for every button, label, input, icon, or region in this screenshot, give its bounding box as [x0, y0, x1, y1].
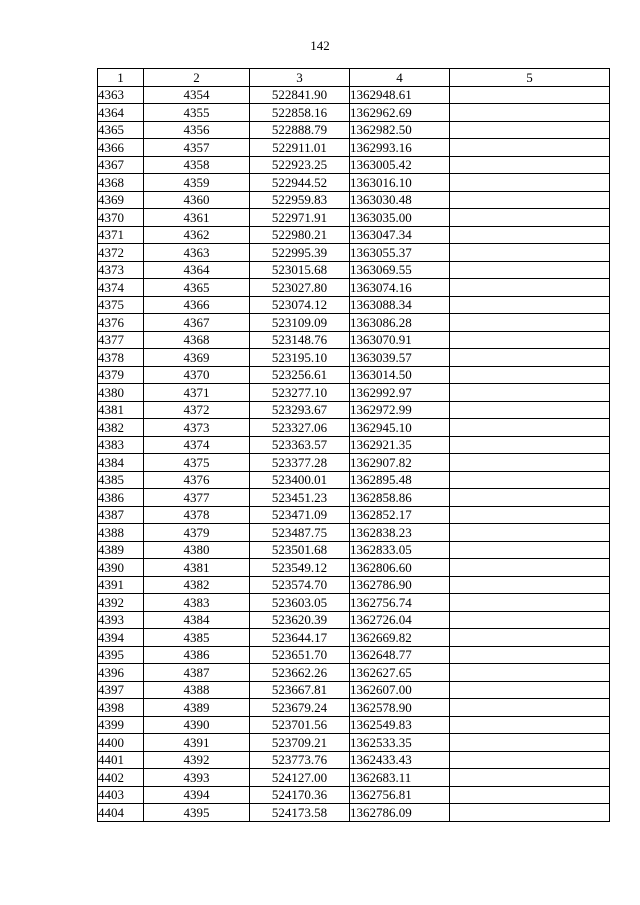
- table-cell: 4381: [98, 401, 144, 419]
- table-row: [98, 611, 610, 629]
- table-cell: 522995.39: [250, 244, 350, 262]
- table-cell: 4388: [144, 681, 250, 699]
- table-cell: 1362786.90: [350, 576, 450, 594]
- table-cell: 522841.90: [250, 86, 350, 104]
- table-row: [98, 804, 610, 822]
- table-cell: 523293.67: [250, 401, 350, 419]
- table-cell: 523773.76: [250, 751, 350, 769]
- table-row: [98, 244, 610, 262]
- table-cell: 4370: [144, 366, 250, 384]
- table-cell: 4372: [98, 244, 144, 262]
- table-cell: [450, 261, 610, 279]
- table-cell: 4382: [144, 576, 250, 594]
- table-cell: 4388: [98, 524, 144, 542]
- table-cell: 524173.58: [250, 804, 350, 822]
- table-cell: [450, 611, 610, 629]
- table-cell: [450, 121, 610, 139]
- table-cell: 4376: [144, 471, 250, 489]
- table-cell: 523651.70: [250, 646, 350, 664]
- table-cell: 523109.09: [250, 314, 350, 332]
- table-cell: 1362921.35: [350, 436, 450, 454]
- table-cell: 4369: [98, 191, 144, 209]
- table-cell: 4380: [98, 384, 144, 402]
- table-row: [98, 384, 610, 402]
- table-cell: [450, 524, 610, 542]
- table-cell: [450, 436, 610, 454]
- table-cell: 4392: [144, 751, 250, 769]
- table-cell: 4401: [98, 751, 144, 769]
- table-cell: [450, 314, 610, 332]
- table-cell: [450, 244, 610, 262]
- table-cell: 4396: [98, 664, 144, 682]
- table-cell: 4393: [98, 611, 144, 629]
- table-row: [98, 786, 610, 804]
- table-cell: 1363086.28: [350, 314, 450, 332]
- table-cell: 4372: [144, 401, 250, 419]
- table-row: [98, 349, 610, 367]
- table-cell: 4370: [98, 209, 144, 227]
- table-cell: 523701.56: [250, 716, 350, 734]
- table-cell: 523679.24: [250, 699, 350, 717]
- table-cell: 4403: [98, 786, 144, 804]
- table-cell: 1363016.10: [350, 174, 450, 192]
- table-cell: 4383: [144, 594, 250, 612]
- table-cell: 4385: [98, 471, 144, 489]
- table-cell: 1363047.34: [350, 226, 450, 244]
- table-cell: 4357: [144, 139, 250, 157]
- table-cell: 4381: [144, 559, 250, 577]
- table-cell: [450, 401, 610, 419]
- table-cell: 4366: [98, 139, 144, 157]
- table-cell: [450, 366, 610, 384]
- table-cell: 4380: [144, 541, 250, 559]
- table-cell: 4398: [98, 699, 144, 717]
- table-cell: 523400.01: [250, 471, 350, 489]
- table-cell: 523074.12: [250, 296, 350, 314]
- table-cell: 4359: [144, 174, 250, 192]
- table-cell: 1363055.37: [350, 244, 450, 262]
- table-row: [98, 471, 610, 489]
- table-cell: 1362683.11: [350, 769, 450, 787]
- table-cell: 4363: [98, 86, 144, 104]
- table-cell: 522923.25: [250, 156, 350, 174]
- table-cell: 4385: [144, 629, 250, 647]
- table-cell: [450, 349, 610, 367]
- table-cell: 4379: [144, 524, 250, 542]
- table-cell: [450, 576, 610, 594]
- table-cell: 4364: [98, 104, 144, 122]
- table-row: [98, 524, 610, 542]
- column-header: 2: [144, 69, 250, 87]
- table-cell: 523709.21: [250, 734, 350, 752]
- table-cell: [450, 734, 610, 752]
- table-row: [98, 261, 610, 279]
- table-cell: [450, 174, 610, 192]
- table-cell: 4395: [144, 804, 250, 822]
- table-cell: 4373: [144, 419, 250, 437]
- table-row: [98, 366, 610, 384]
- table-cell: [450, 716, 610, 734]
- coordinates-table: [97, 68, 610, 822]
- table-cell: [450, 664, 610, 682]
- table-row: [98, 139, 610, 157]
- table-cell: 1362948.61: [350, 86, 450, 104]
- table-cell: 1362533.35: [350, 734, 450, 752]
- table-cell: 523487.75: [250, 524, 350, 542]
- table-row: [98, 156, 610, 174]
- table-cell: 4387: [144, 664, 250, 682]
- table-cell: 4377: [98, 331, 144, 349]
- table-cell: [450, 541, 610, 559]
- table-cell: [450, 384, 610, 402]
- table-row: [98, 594, 610, 612]
- table-cell: 4354: [144, 86, 250, 104]
- table-cell: 4402: [98, 769, 144, 787]
- table-cell: [450, 699, 610, 717]
- table-row: [98, 209, 610, 227]
- table-cell: 523574.70: [250, 576, 350, 594]
- table-cell: 4358: [144, 156, 250, 174]
- table-cell: [450, 786, 610, 804]
- table-cell: 4364: [144, 261, 250, 279]
- table-cell: 4389: [98, 541, 144, 559]
- table-cell: 4363: [144, 244, 250, 262]
- table-cell: 1362578.90: [350, 699, 450, 717]
- table-row: [98, 751, 610, 769]
- table-cell: [450, 279, 610, 297]
- column-header: 3: [250, 69, 350, 87]
- table-row: [98, 314, 610, 332]
- table-cell: 523363.57: [250, 436, 350, 454]
- table-cell: 4374: [144, 436, 250, 454]
- table-cell: 4356: [144, 121, 250, 139]
- table-row: [98, 734, 610, 752]
- table-cell: 4390: [144, 716, 250, 734]
- table-cell: [450, 139, 610, 157]
- table-cell: 1363005.42: [350, 156, 450, 174]
- table-row: [98, 541, 610, 559]
- table-row: [98, 331, 610, 349]
- table-cell: [450, 804, 610, 822]
- table-cell: 4379: [98, 366, 144, 384]
- table-cell: 1363014.50: [350, 366, 450, 384]
- table-cell: 1362726.04: [350, 611, 450, 629]
- table-cell: 1362895.48: [350, 471, 450, 489]
- table-cell: 1362833.05: [350, 541, 450, 559]
- table-cell: 4393: [144, 769, 250, 787]
- table-cell: 1362858.86: [350, 489, 450, 507]
- table-cell: 523256.61: [250, 366, 350, 384]
- table-row: [98, 226, 610, 244]
- table-cell: [450, 559, 610, 577]
- table-cell: 523277.10: [250, 384, 350, 402]
- table-cell: [450, 506, 610, 524]
- table-cell: 4389: [144, 699, 250, 717]
- table-cell: 4371: [98, 226, 144, 244]
- table-cell: 523027.80: [250, 279, 350, 297]
- table-cell: 4365: [98, 121, 144, 139]
- table-cell: 1362852.17: [350, 506, 450, 524]
- table-row: [98, 191, 610, 209]
- table-cell: 523377.28: [250, 454, 350, 472]
- table-cell: 1362648.77: [350, 646, 450, 664]
- table-cell: 4382: [98, 419, 144, 437]
- table-cell: 4390: [98, 559, 144, 577]
- table-cell: 1362669.82: [350, 629, 450, 647]
- table-cell: [450, 751, 610, 769]
- table-row: [98, 681, 610, 699]
- table-row: [98, 646, 610, 664]
- table-cell: 4369: [144, 349, 250, 367]
- table-cell: 4367: [98, 156, 144, 174]
- table-cell: [450, 681, 610, 699]
- table-cell: 4386: [98, 489, 144, 507]
- table-cell: 4394: [98, 629, 144, 647]
- table-cell: 524127.00: [250, 769, 350, 787]
- table-cell: 523501.68: [250, 541, 350, 559]
- table-cell: [450, 489, 610, 507]
- table-cell: 4374: [98, 279, 144, 297]
- table-cell: 4384: [98, 454, 144, 472]
- table-cell: 4395: [98, 646, 144, 664]
- table-cell: 524170.36: [250, 786, 350, 804]
- table-row: [98, 664, 610, 682]
- table-cell: 4365: [144, 279, 250, 297]
- table-cell: 4386: [144, 646, 250, 664]
- column-header: 5: [450, 69, 610, 87]
- table-cell: 523148.76: [250, 331, 350, 349]
- table-row: [98, 699, 610, 717]
- table-cell: 4400: [98, 734, 144, 752]
- table-cell: [450, 104, 610, 122]
- table-cell: 522971.91: [250, 209, 350, 227]
- table-cell: [450, 156, 610, 174]
- table-cell: 523471.09: [250, 506, 350, 524]
- table-cell: [450, 769, 610, 787]
- table-cell: 4391: [144, 734, 250, 752]
- table-cell: [450, 629, 610, 647]
- table-cell: 4371: [144, 384, 250, 402]
- table-cell: 1362756.81: [350, 786, 450, 804]
- table-cell: [450, 471, 610, 489]
- table-cell: 4362: [144, 226, 250, 244]
- table-row: [98, 489, 610, 507]
- table-cell: 523015.68: [250, 261, 350, 279]
- table-row: [98, 296, 610, 314]
- table-cell: 523620.39: [250, 611, 350, 629]
- table-cell: 4394: [144, 786, 250, 804]
- table-cell: 1362962.69: [350, 104, 450, 122]
- table-cell: 4392: [98, 594, 144, 612]
- page-number: 142: [310, 38, 330, 53]
- table-cell: 523662.26: [250, 664, 350, 682]
- table-row: [98, 121, 610, 139]
- table-cell: [450, 191, 610, 209]
- table-cell: 523603.05: [250, 594, 350, 612]
- table-cell: 523667.81: [250, 681, 350, 699]
- table-cell: 4366: [144, 296, 250, 314]
- table-cell: 1363030.48: [350, 191, 450, 209]
- table-cell: [450, 86, 610, 104]
- table-cell: [450, 419, 610, 437]
- table-cell: 4397: [98, 681, 144, 699]
- table-cell: 4361: [144, 209, 250, 227]
- table-cell: 1362838.23: [350, 524, 450, 542]
- table-cell: 1362756.74: [350, 594, 450, 612]
- table-cell: 4376: [98, 314, 144, 332]
- column-header: 1: [98, 69, 144, 87]
- table-cell: 4378: [144, 506, 250, 524]
- table-cell: 4378: [98, 349, 144, 367]
- table-cell: 4375: [144, 454, 250, 472]
- table-row: [98, 769, 610, 787]
- table-cell: 1363039.57: [350, 349, 450, 367]
- table-row: [98, 716, 610, 734]
- table-cell: 4368: [144, 331, 250, 349]
- table-cell: 1362549.83: [350, 716, 450, 734]
- table-cell: 523195.10: [250, 349, 350, 367]
- table-cell: 1363088.34: [350, 296, 450, 314]
- table-cell: 522959.83: [250, 191, 350, 209]
- table-row: [98, 436, 610, 454]
- table-cell: 4360: [144, 191, 250, 209]
- table-cell: 523327.06: [250, 419, 350, 437]
- table-cell: 1362907.82: [350, 454, 450, 472]
- table-row: [98, 559, 610, 577]
- table-row: [98, 174, 610, 192]
- table-cell: 1363069.55: [350, 261, 450, 279]
- table-cell: 4367: [144, 314, 250, 332]
- table-cell: 1363035.00: [350, 209, 450, 227]
- table-row: [98, 506, 610, 524]
- table-cell: 4384: [144, 611, 250, 629]
- table-cell: 1363070.91: [350, 331, 450, 349]
- table-cell: 1362607.00: [350, 681, 450, 699]
- table-cell: 4399: [98, 716, 144, 734]
- table-cell: 523549.12: [250, 559, 350, 577]
- table-cell: 4391: [98, 576, 144, 594]
- table-cell: 1362806.60: [350, 559, 450, 577]
- table-cell: [450, 209, 610, 227]
- table-row: [98, 104, 610, 122]
- table-row: [98, 401, 610, 419]
- table-row: [98, 576, 610, 594]
- table-cell: 4377: [144, 489, 250, 507]
- table-cell: 1362945.10: [350, 419, 450, 437]
- table-cell: 522980.21: [250, 226, 350, 244]
- table-cell: 4355: [144, 104, 250, 122]
- table-row: [98, 279, 610, 297]
- table-cell: 1362992.97: [350, 384, 450, 402]
- table-cell: 1362627.65: [350, 664, 450, 682]
- table-cell: 1362433.43: [350, 751, 450, 769]
- table-row: [98, 419, 610, 437]
- table-cell: 523451.23: [250, 489, 350, 507]
- table-cell: 4383: [98, 436, 144, 454]
- table-cell: 1362993.16: [350, 139, 450, 157]
- table-cell: [450, 454, 610, 472]
- table-cell: [450, 331, 610, 349]
- table-cell: 1362982.50: [350, 121, 450, 139]
- table-cell: 522944.52: [250, 174, 350, 192]
- table-cell: [450, 226, 610, 244]
- table-cell: 523644.17: [250, 629, 350, 647]
- column-header: 4: [350, 69, 450, 87]
- table-cell: 522911.01: [250, 139, 350, 157]
- table-cell: [450, 594, 610, 612]
- table-row: [98, 86, 610, 104]
- table-cell: 522858.16: [250, 104, 350, 122]
- table-cell: 1362786.09: [350, 804, 450, 822]
- table-cell: 4387: [98, 506, 144, 524]
- table-cell: 1363074.16: [350, 279, 450, 297]
- table-cell: [450, 296, 610, 314]
- table-header-row: [98, 69, 610, 87]
- table-row: [98, 629, 610, 647]
- table-cell: 4404: [98, 804, 144, 822]
- table-cell: 4373: [98, 261, 144, 279]
- table-cell: 522888.79: [250, 121, 350, 139]
- table-cell: 4375: [98, 296, 144, 314]
- table-row: [98, 454, 610, 472]
- table-cell: 4368: [98, 174, 144, 192]
- table-cell: [450, 646, 610, 664]
- table-cell: 1362972.99: [350, 401, 450, 419]
